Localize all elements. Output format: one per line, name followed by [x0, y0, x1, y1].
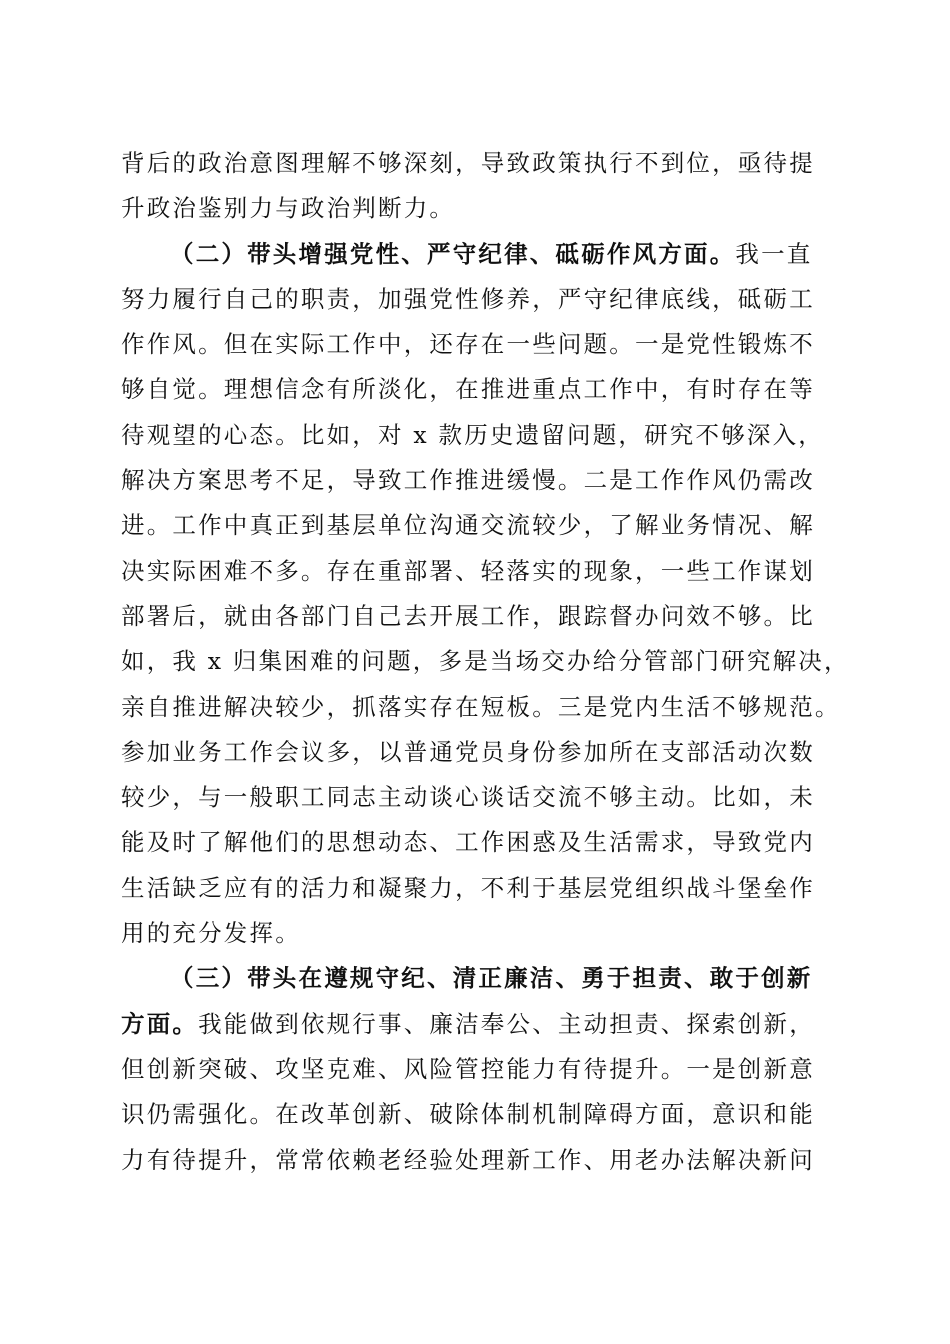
paragraph-text: 部署后，就由各部门自己去开展工作，跟踪督办问效不够。比 — [121, 601, 815, 630]
text-line — [121, 458, 841, 503]
paragraph-text: 够自觉。理想信念有所淡化，在推进重点工作中，有时存在等 — [121, 375, 815, 404]
paragraph-text: 能及时了解他们的思想动态、工作困惑及生活需求，导致党内 — [121, 828, 815, 857]
paragraph-text: 努力履行自己的职责，加强党性修养，严守纪律底线，砥砺工 — [121, 284, 815, 313]
paragraph-text: 亲自推进解决较少，抓落实存在短板。三是党内生活不够规范。 — [121, 692, 841, 721]
paragraph-text: 较少，与一般职工同志主动谈心谈话交流不够主动。比如，未 — [121, 783, 815, 812]
text-line — [121, 1002, 841, 1047]
text-line — [121, 1047, 841, 1092]
paragraph-text: 待观望的心态。比如，对 x 款历史遗留问题，研究不够深入， — [121, 420, 824, 449]
paragraph-text: 升政治鉴别力与政治判断力。 — [121, 194, 456, 223]
paragraph-text: 如，我 x 归集困难的问题，多是当场交办给分管部门研究解决， — [121, 647, 850, 676]
section-heading: 方面。 — [121, 1009, 199, 1038]
paragraph-text: 参加业务工作会议多，以普通党员身份参加所在支部活动次数 — [121, 737, 815, 766]
text-line — [121, 775, 841, 820]
text-line — [121, 367, 841, 412]
paragraph-text: 决实际困难不多。存在重部署、轻落实的现象，一些工作谋划 — [121, 556, 815, 585]
paragraph-text: 力有待提升，常常依赖老经验处理新工作、用老办法解决新问 — [121, 1145, 815, 1174]
paragraph-text: 解决方案思考不足，导致工作推进缓慢。二是工作作风仍需改 — [121, 466, 815, 495]
text-line — [121, 594, 841, 639]
paragraph-text: 用的充分发挥。 — [121, 919, 301, 948]
text-line — [121, 413, 841, 458]
text-line — [121, 866, 841, 911]
text-line — [121, 820, 841, 865]
text-line — [121, 503, 841, 548]
text-line — [121, 1092, 841, 1137]
paragraph-text: 作作风。但在实际工作中，还存在一些问题。一是党性锻炼不 — [121, 330, 815, 359]
text-line — [121, 1138, 841, 1183]
paragraph-text: 进。工作中真正到基层单位沟通交流较少，了解业务情况、解 — [121, 511, 815, 540]
body-text — [121, 141, 850, 1183]
paragraph-text: 我一直 — [735, 239, 813, 268]
paragraph-text: 识仍需强化。在改革创新、破除体制机制障碍方面，意识和能 — [121, 1100, 815, 1129]
paragraph-text: 但创新突破、攻坚克难、风险管控能力有待提升。一是创新意 — [121, 1054, 815, 1083]
text-line — [121, 322, 841, 367]
section-heading: （二）带头增强党性、严守纪律、砥砺作风方面。 — [170, 239, 736, 268]
text-line — [121, 549, 841, 594]
paragraph-text: 生活缺乏应有的活力和凝聚力，不利于基层党组织战斗堡垒作 — [121, 873, 815, 902]
text-line — [121, 639, 850, 684]
text-line — [121, 186, 841, 231]
section-heading-line — [121, 956, 841, 1001]
text-line — [121, 730, 841, 775]
section-heading: （三）带头在遵规守纪、清正廉洁、勇于担责、敢于创新 — [170, 964, 813, 993]
text-line — [121, 141, 841, 186]
text-line — [121, 277, 841, 322]
section-heading-line — [121, 232, 841, 277]
paragraph-text: 背后的政治意图理解不够深刻，导致政策执行不到位，亟待提 — [121, 149, 815, 177]
text-line — [121, 911, 841, 956]
text-line — [121, 685, 841, 730]
paragraph-text: 我能做到依规行事、廉洁奉公、主动担责、探索创新， — [198, 1009, 815, 1038]
